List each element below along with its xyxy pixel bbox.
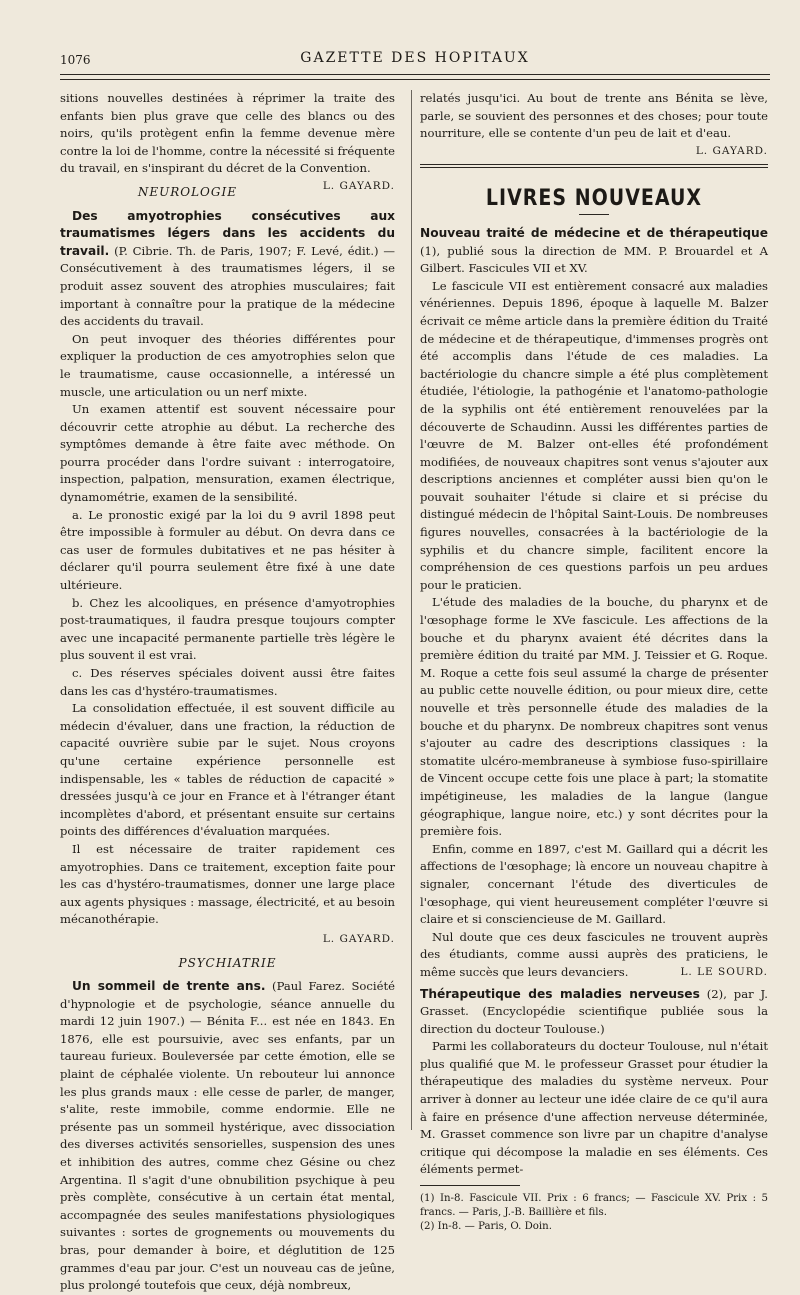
paragraph: Nul doute que ces deux fascicules ne trouvent auprès des étudiants, comme aussi auprès des praticiens, le même succès que leurs devanciers. L. LE SOURD.	[420, 929, 768, 982]
article-amyotrophies-lead: Des amyotrophies consécutives aux traumatismes légers dans les accidents du travail. (P. Cibrie. Th. de Paris, 1907; F. Levé, édit.) — Consécutivement à des traumatismes légers, il se produit assez souvent des atrophies musculaires; fait important à connaître pour la pratique de la médecine des accidents du travail.	[60, 208, 396, 329]
intro-signature: L. GAYARD.	[322, 179, 395, 192]
section-double-rule	[420, 164, 768, 168]
paragraph: a. Le pronostic exigé par la loi du 9 avril 1898 peut être impossible à formuler au début. On devra dans ce cas user de formules dubitatives et ne pas hésiter à déclarer qu'il pourra seulement être fixé à une date ultérieure.	[60, 507, 395, 593]
column-divider	[411, 90, 412, 1130]
continuation-signature: L. GAYARD.	[695, 144, 768, 157]
traite-signature: L. LE SOURD.	[680, 965, 768, 978]
footnote-rule	[420, 1185, 520, 1186]
article-therapeutique-lead: Thérapeutique des maladies nerveuses (2), par J. Grasset. (Encyclopédie scientifique publiée sous la direction du docteur Toulouse.)	[420, 986, 768, 1036]
article-title-traite: Nouveau traité de médecine et de thérapeutique	[420, 225, 768, 240]
title-short-rule	[579, 214, 609, 215]
livres-nouveaux-title: LIVRES NOUVEAUX	[485, 185, 703, 211]
paragraph: Un examen attentif est souvent nécessaire pour découvrir cette atrophie au début. La recherche des symptômes demande à être faite avec méthode. On pourra procéder dans l'ordre suivant : interrogatoire, inspection, palpation, mensuration, examen électrique, dynamométrie, examen de la sensibilité.	[60, 402, 395, 505]
neurologie-signature: L. GAYARD.	[322, 932, 395, 945]
intro-paragraph: sitions nouvelles destinées à réprimer la traite des enfants bien plus grave que celle des blancs ou des noirs, qu'ils protègent enfin la femme devenue mère contre la loi de l'homme, contre la nécessité si fréquente du travail, en s'inspirant du décret de la Convention. L. GAYARD.	[60, 90, 395, 178]
paragraph: Le fascicule VII est entièrement consacré aux maladies vénériennes. Depuis 1896, époque à laquelle M. Balzer écrivait ce même article dans la première édition du Traité de médecine et de thérapeutique, d'immenses progrès ont été accomplis dans l'étude de ces maladies. La bactériologie du chancre simple a été plus complètement étudiée, l'étiologie, la pathogénie et l'anatomo-pathologie de la syphilis ont été entièrement renouvelées par la découverte de Schaudinn. Aussi les différentes parties de l'œuvre de M. Balzer ont-elles été profondément modifiées, de nouveaux chapitres sont venus s'ajouter aux descriptions anciennes et compléter aussi bien qu'on le pouvait souhaiter l'étude si claire et si précise du distingué médecin de l'hôpital Saint-Louis. De nombreuses figures nouvelles, consacrées à la bactériologie de la syphilis et du chancre simple, facilitent encore la compréhension de ces questions parfois un peu ardues pour le praticien.	[420, 278, 768, 592]
article-title-therapeutique: Thérapeutique des maladies nerveuses	[420, 986, 700, 1001]
footnote-2: (2) In-8. — Paris, O. Doin.	[420, 1221, 552, 1233]
footnote-ref-2: (2)	[706, 986, 724, 1001]
paragraph: Il est nécessaire de traiter rapidement ces amyotrophies. Dans ce traitement, exception faite pour les cas d'hystéro-traumatismes, donner une large place aux agents physiques : massage, électricité, et au besoin mécanothérapie.	[60, 841, 395, 927]
right-column	[420, 90, 768, 1234]
left-column	[60, 90, 395, 1295]
paragraph: On peut invoquer des théories différentes pour expliquer la production de ces amyotrophies selon que le traumatisme, cause occasionnelle, a intéressé un muscle, une articulation ou un nerf mixte.	[60, 331, 395, 399]
footnote-1: (1) In-8. Fascicule VII. Prix : 6 francs; — Fascicule XV. Prix : 5 francs. — Paris, J.-B. Baillière et fils.	[420, 1193, 768, 1219]
paragraph: L'étude des maladies de la bouche, du pharynx et de l'œsophage forme le XVe fascicule. Les affections de la bouche et du pharynx avaient été décrites dans la première édition du traité par MM. J. Teissier et G. Roque. M. Roque a cette fois seul assumé la charge de présenter au public cette nouvelle édition, ou pour mieux dire, cette nouvelle et très personnelle étude des maladies de la bouche et du pharynx. De nombreux chapitres sont venus s'ajouter au cadre des descriptions classiques : la stomatite ulcéro-membraneuse à symbiose fuso-spirillaire de Vincent occupe cette fois une place à part; la stomatite impétigineuse, les maladies de la langue (langue géographique, langue noire, etc.) y sont décrites pour la première fois.	[420, 595, 768, 839]
article-sommeil: Un sommeil de trente ans. (Paul Farez. Société d'hypnologie et de psychologie, séance annuelle du mardi 12 juin 1907.) — Bénita F... est née en 1843. En 1876, elle est poursuivie, avec ses enfants, par un taureau furieux. Bouleversée par cette émotion, elle se plaint de céphalée violente. Un rebouteur lui annonce les plus grands maux : elle cesse de parler, de manger, s'alite, reste immobile, comme endormie. Elle ne présente pas un sommeil hystérique, avec dissociation des diverses activités sensorielles, suspension des unes et inhibition des autres, comme chez Gésine ou chez Argentina. Il s'agit d'une obnubilition psychique à peu près complète, consécutive à un certain état mental, accompagnée des seules manifestations physiologiques suivantes : sortes de grognements ou mouvements du bras, pour demander à boire, et déglutition de 125 grammes d'eau par jour. C'est un nouveau cas de jeûne, plus prolongé toutefois que ceux, déjà nombreux,	[60, 979, 395, 1293]
paragraph: La consolidation effectuée, il est souvent difficile au médecin d'évaluer, dans une fraction, la réduction de capacité ouvrière subie par le sujet. Nous croyons qu'une certaine expérience personnelle est indispensable, les « tables de réduction de capacité » dressées jusqu'à ce jour en France et à l'étranger étant incomplètes d'abord, et présentant ensuite sur certains points des différences d'évaluation marquées.	[60, 701, 395, 839]
footnote-ref-1: (1)	[420, 243, 437, 258]
article-title-sommeil: Un sommeil de trente ans.	[72, 979, 266, 994]
journal-title: GAZETTE DES HOPITAUX	[300, 50, 530, 66]
paragraph: b. Chez les alcooliques, en présence d'amyotrophies post-traumatiques, il faudra presque toujours compter avec une incapacité permanente partielle très légère le plus souvent il est vrai.	[60, 595, 395, 663]
paragraph: Parmi les collaborateurs du docteur Toulouse, nul n'était plus qualifié que M. le professeur Grasset pour étudier la thérapeutique des maladies du système nerveux. Pour arriver à donner au lecteur une idée claire de ce qu'il aura à faire en présence d'une affection nerveuse déterminée, M. Grasset commence son livre par un chapitre d'analyse critique qui décompose la maladie en ses éléments. Ces éléments permet-	[420, 1039, 768, 1177]
article-traite-lead: Nouveau traité de médecine et de thérapeutique (1), publié sous la direction de MM. P. Brouardel et A Gilbert. Fascicules VII et XV.	[420, 225, 768, 276]
paragraph: c. Des réserves spéciales doivent aussi être faites dans les cas d'hystéro-traumatismes.	[60, 666, 395, 698]
section-heading-psychiatrie: PSYCHIATRIE	[178, 955, 277, 970]
section-heading-neurologie: NEUROLOGIE	[137, 184, 237, 199]
paragraph: Enfin, comme en 1897, c'est M. Gaillard qui a décrit les affections de l'œsophage; là encore un nouveau chapitre à signaler, concernant l'étude des diverticules de l'œsophage, qui vient heureusement compléter l'œuvre si claire et si consciencieuse de M. Gaillard.	[420, 841, 768, 927]
page-header	[60, 50, 770, 72]
page-number: 1076	[60, 53, 91, 67]
continuation-paragraph: relatés jusqu'ici. Au bout de trente ans Bénita se lève, parle, se souvient des personnes et des choses; pour toute nourriture, elle se contente d'un peu de lait et d'eau. L. GAYARD.	[420, 90, 768, 143]
article-title-amyotrophies: Des amyotrophies consécutives aux traumatismes légers dans les accidents du travail.	[60, 208, 395, 258]
header-rule	[60, 74, 770, 80]
